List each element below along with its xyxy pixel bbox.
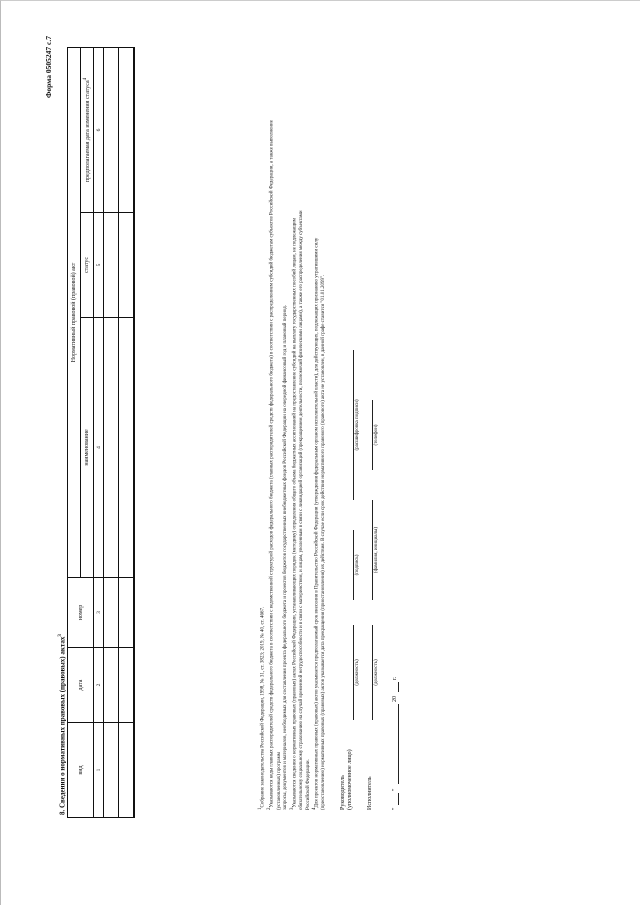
date-year-prefix: 20 [392, 696, 398, 702]
footnote-text: обязательному социальному страхованию на случай временной нетрудоспособности и в связи с материнством, и лицам, уволенным в связи с ликвидацией организаций (прекращением деятельности, полномочий физическими лицами), а также его распределения между субъектами [298, 210, 304, 810]
column-header-number: номер [68, 578, 94, 648]
footnote-text: Российской Федерации. [305, 759, 311, 810]
executor-position-caption: (должность) [374, 659, 379, 686]
column-number-3: 3 [94, 578, 104, 648]
form-number: Форма 0505247 с.7 [44, 36, 53, 99]
empty-cell [104, 47, 119, 212]
head-decoded-signature-caption: (расшифровка подписи) [355, 399, 360, 451]
empty-cell [119, 47, 135, 212]
footnote-mark: 1 [258, 807, 263, 810]
column-header-status-change-date [81, 47, 94, 212]
footnote-text: Собрание законодательства Российской Федерации, 1998, № 31, ст. 3823; 2019, № 40, ст. 4667. [260, 606, 266, 808]
footnote [258, 90, 267, 810]
footnote [321, 90, 328, 810]
footnote-mark: 4 [312, 807, 318, 810]
footnotes [258, 90, 328, 810]
footnote [312, 90, 321, 810]
column-number-6: 6 [94, 47, 104, 212]
empty-cell [119, 578, 135, 648]
status-change-date-footnote-mark: 4 [83, 77, 88, 81]
column-number-row [94, 47, 104, 817]
head-signature-caption: (подпись) [355, 554, 360, 576]
rotated-form-sheet [40, 30, 600, 870]
date-open-quote: " [392, 807, 398, 810]
column-number-2: 2 [94, 648, 104, 723]
column-number-5: 5 [94, 213, 104, 318]
empty-cell [119, 648, 135, 723]
column-header-status: статус [81, 213, 94, 318]
footnote-text: Указываются коды главных распорядителей средств федерального бюджета в соответствии с ведомственной структурой расходов федерального бюджета (главных распорядителей средств федерального бюджета) в соответствии с распределением субсидий бюджетам субъектов Российской Федерации, а также выполнение (установленных) программ [269, 120, 282, 810]
executor-name-line [372, 500, 373, 600]
date-close-quote: " [392, 788, 398, 791]
head-signature-line [353, 530, 354, 600]
head-decoded-signature-line [353, 350, 354, 500]
empty-cell [104, 578, 119, 648]
date-day-line [398, 793, 399, 805]
empty-cell [119, 723, 135, 818]
footnote-text: Указываются сведения о нормативных правовых (правовых) актах Российской Федерации, устанавливающих порядок (методику) определения общего объема бюджетных ассигнований на предоставление субсидий на выплату государственных пособий лицам, не подлежащим [292, 218, 298, 808]
empty-cell [104, 648, 119, 723]
footnote [283, 90, 290, 810]
section-title [58, 634, 66, 815]
head-label: Руководитель [340, 775, 346, 810]
group-header-normative-act: Нормативный правовой (правовой) акт [68, 47, 81, 577]
section-title-footnote-mark: 3 [58, 634, 63, 637]
head-position-line [353, 625, 354, 720]
executor-label: Исполнитель [367, 776, 373, 810]
head-label-authorized: (уполномоченное лицо) [347, 749, 353, 810]
footnote-mark: 2 [267, 807, 273, 810]
column-header-kind: вид [68, 723, 94, 818]
date-month-line [398, 704, 399, 784]
status-change-date-text: предполагаемая дата изменения статуса [85, 80, 91, 183]
table-header-row-group [68, 47, 81, 817]
executor-phone-caption: (телефон) [374, 424, 379, 446]
executor-position-line [372, 625, 373, 720]
footnote [306, 90, 313, 810]
footnote-text: (приостановлению) нормативных правовых (правовых) актов указывается дата прекращения (приостановления) их действия. В случае если срок действия нормативного правового (правового) акта не установлен, в данной графе ставится "01.01.2099". [321, 274, 327, 810]
date-year-line [398, 682, 399, 692]
column-header-date: дата [68, 648, 94, 723]
normative-acts-table [67, 47, 135, 818]
column-number-1: 1 [94, 723, 104, 818]
empty-data-row [119, 47, 135, 817]
footnote-text: Для проектов нормативных правовых (правовых) актов указывается предполагаемый срок внесения в Правительство Российской Федерации (утверждения федеральным органом исполнительной власти), для действующих, подлежащих признанию утратившими силу [314, 237, 320, 808]
column-number-4: 4 [94, 318, 104, 578]
executor-name-caption: (фамилия, инициалы) [374, 526, 379, 574]
head-position-caption: (должность) [355, 659, 360, 686]
footnote [267, 90, 283, 810]
footnote-text: запросы, документов и материалов, необходимых для составления проекта федерального бюджета и проектов бюджетов государственных внебюджетных фондов Российской Федерации на очередной финансовый год и плановый период. [283, 305, 289, 810]
footnote-mark: 3 [289, 807, 295, 810]
empty-cell [104, 213, 119, 318]
section-title-text: 8. Сведения о нормативных правовых (правовых) актах [58, 636, 67, 815]
empty-data-row [104, 47, 119, 817]
empty-cell [104, 723, 119, 818]
empty-cell [119, 213, 135, 318]
executor-phone-line [372, 400, 373, 470]
footnote [290, 90, 299, 810]
date-year-suffix: г. [392, 676, 398, 680]
empty-cell [119, 318, 135, 578]
empty-cell [104, 318, 119, 578]
footnote [299, 90, 306, 810]
column-header-name: наименование [81, 318, 94, 578]
